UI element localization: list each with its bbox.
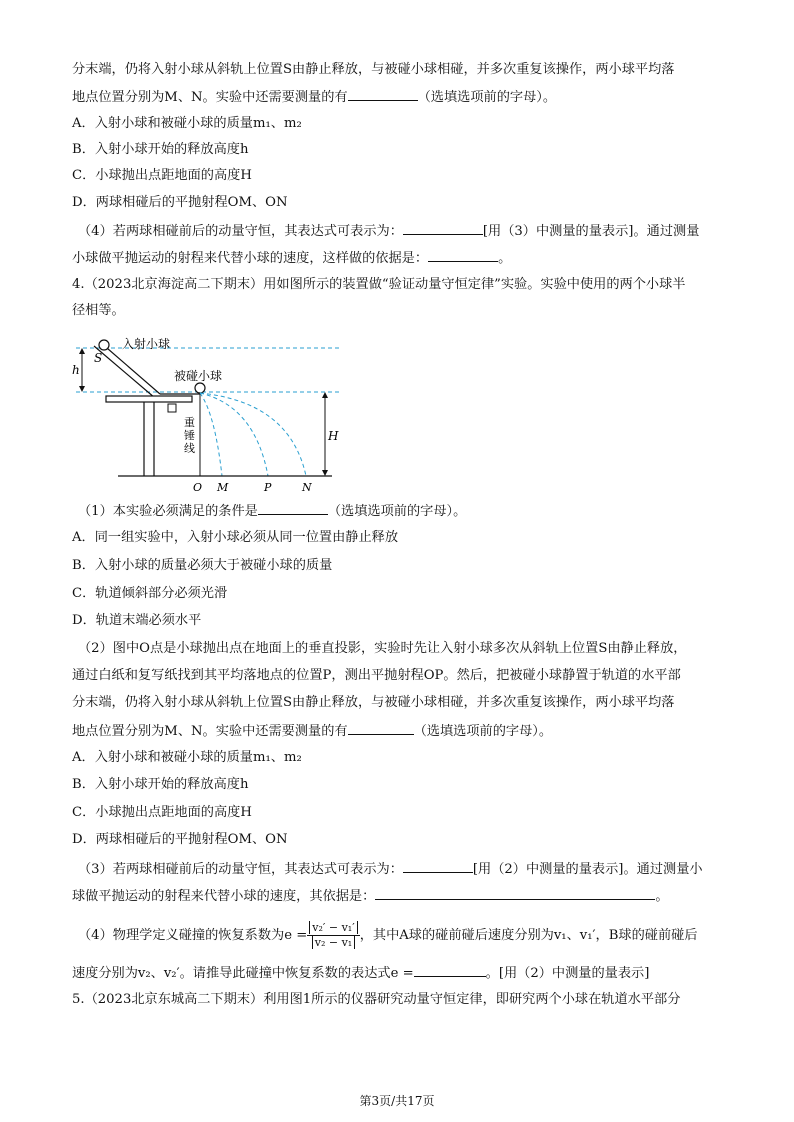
option-d: D．两球相碰后的平抛射程OM、ON [72,195,288,210]
answer-blank[interactable] [348,720,414,735]
label-incident-ball: 入射小球 [122,337,171,351]
option-b: B．入射小球的质量必须大于被碰小球的质量 [72,558,333,573]
text-fragment: ，其中A球的碰前碰后速度分别为v₁、v₁′，B球的碰前碰后 [359,928,698,943]
text-fragment: （1）本实验必须满足的条件是 [78,504,258,519]
answer-blank[interactable] [348,86,418,101]
text-fragment: 地点位置分别为M、N。实验中还需要测量的有 [72,724,348,739]
answer-blank[interactable] [414,962,486,977]
fraction-denominator: v₂ − v₁ [312,936,355,949]
text-line [72,720,552,742]
text-line: 分末端，仍将入射小球从斜轨上位置S由静止释放，与被碰小球相碰，并多次重复该操作，两小球平均落 [72,695,675,710]
option-d: D．两球相碰后的平抛射程OM、ON [72,832,288,847]
text-line: 径相等。 [72,303,125,318]
apparatus-figure [70,334,370,494]
text-fragment: 球做平抛运动的射程来代替小球的速度，其依据是： [72,889,376,904]
answer-blank[interactable] [375,885,655,900]
text-line [78,220,699,242]
label-h: h [72,363,80,377]
answer-blank[interactable] [403,220,483,235]
text-line [78,500,466,522]
text-fragment: 。[用（2）中测量的量表示] [485,966,650,981]
option-a: A．入射小球和被碰小球的质量m₁、m₂ [72,750,302,765]
label-S: S [94,351,103,365]
label-M: M [217,481,229,494]
option-c: C．小球抛出点距地面的高度H [72,168,252,183]
text-fragment: （4）若两球相碰前后的动量守恒，其表达式可表示为： [78,224,403,239]
text-line [72,247,511,269]
text-fragment: 地点位置分别为M、N。实验中还需要测量的有 [72,90,348,105]
option-a: A．同一组实验中，入射小球必须从同一位置由静止释放 [72,530,399,545]
restitution-fraction [307,921,359,950]
label-plumb-line: 重锤线 [184,416,195,455]
text-line [78,858,703,880]
text-fragment: （选填选项前的字母）。 [327,504,467,519]
text-fragment: 。 [498,251,512,266]
answer-blank[interactable] [403,858,473,873]
text-fragment: （4）物理学定义碰撞的恢复系数为e = [78,928,308,943]
option-b: B．入射小球开始的释放高度h [72,142,249,157]
label-O: O [193,481,203,494]
option-c: C．小球抛出点距地面的高度H [72,805,252,820]
text-fragment: 小球做平抛运动的射程来代替小球的速度，这样做的依据是： [72,251,429,266]
fraction-numerator: v₂′ − v₁′ [309,921,357,934]
page-footer: 第3页/共17页 [359,1094,435,1108]
text-fragment: 。 [655,889,669,904]
text-line: （2）图中O点是小球抛出点在地面上的垂直投影，实验时先让入射小球多次从斜轨上位置S由静止释放， [78,641,687,656]
text-line [72,86,556,108]
text-fragment: [用（2）中测量的量表示]。通过测量小 [472,862,703,877]
option-a: A．入射小球和被碰小球的质量m₁、m₂ [72,116,302,131]
option-d: D．轨道末端必须水平 [72,613,202,628]
text-line: 分末端，仍将入射小球从斜轨上位置S由静止释放，与被碰小球相碰，并多次重复该操作，两小球平均落 [72,62,675,77]
label-target-ball: 被碰小球 [174,369,223,383]
answer-blank[interactable] [428,247,498,262]
option-b: B．入射小球开始的释放高度h [72,777,249,792]
label-P: P [264,481,272,494]
text-line [72,885,669,907]
text-line [72,962,649,984]
text-line: 通过白纸和复写纸找到其平均落地点的位置P，测出平抛射程OP。然后，把被碰小球静置于轨道的水平部 [72,668,681,683]
option-c: C．轨道倾斜部分必须光滑 [72,586,228,601]
text-fragment: （选填选项前的字母）。 [417,90,557,105]
text-line [78,918,698,954]
text-fragment: [用（3）中测量的量表示]。通过测量 [482,224,700,239]
text-fragment: （选填选项前的字母）。 [413,724,553,739]
question-4-heading: 4.（2023北京海淀高二下期末）用如图所示的装置做“验证动量守恒定律”实验。实验中使用的两个小球半 [72,277,686,292]
label-H: H [328,429,339,443]
answer-blank[interactable] [258,500,328,515]
question-5-heading: 5.（2023北京东城高二下期末）利用图1所示的仪器研究动量守恒定律，即研究两个小球在轨道水平部分 [72,992,681,1007]
label-N: N [302,481,312,494]
text-fragment: （3）若两球相碰前后的动量守恒，其表达式可表示为： [78,862,403,877]
text-fragment: 速度分别为v₂、v₂′。请推导此碰撞中恢复系数的表达式e = [72,966,414,981]
